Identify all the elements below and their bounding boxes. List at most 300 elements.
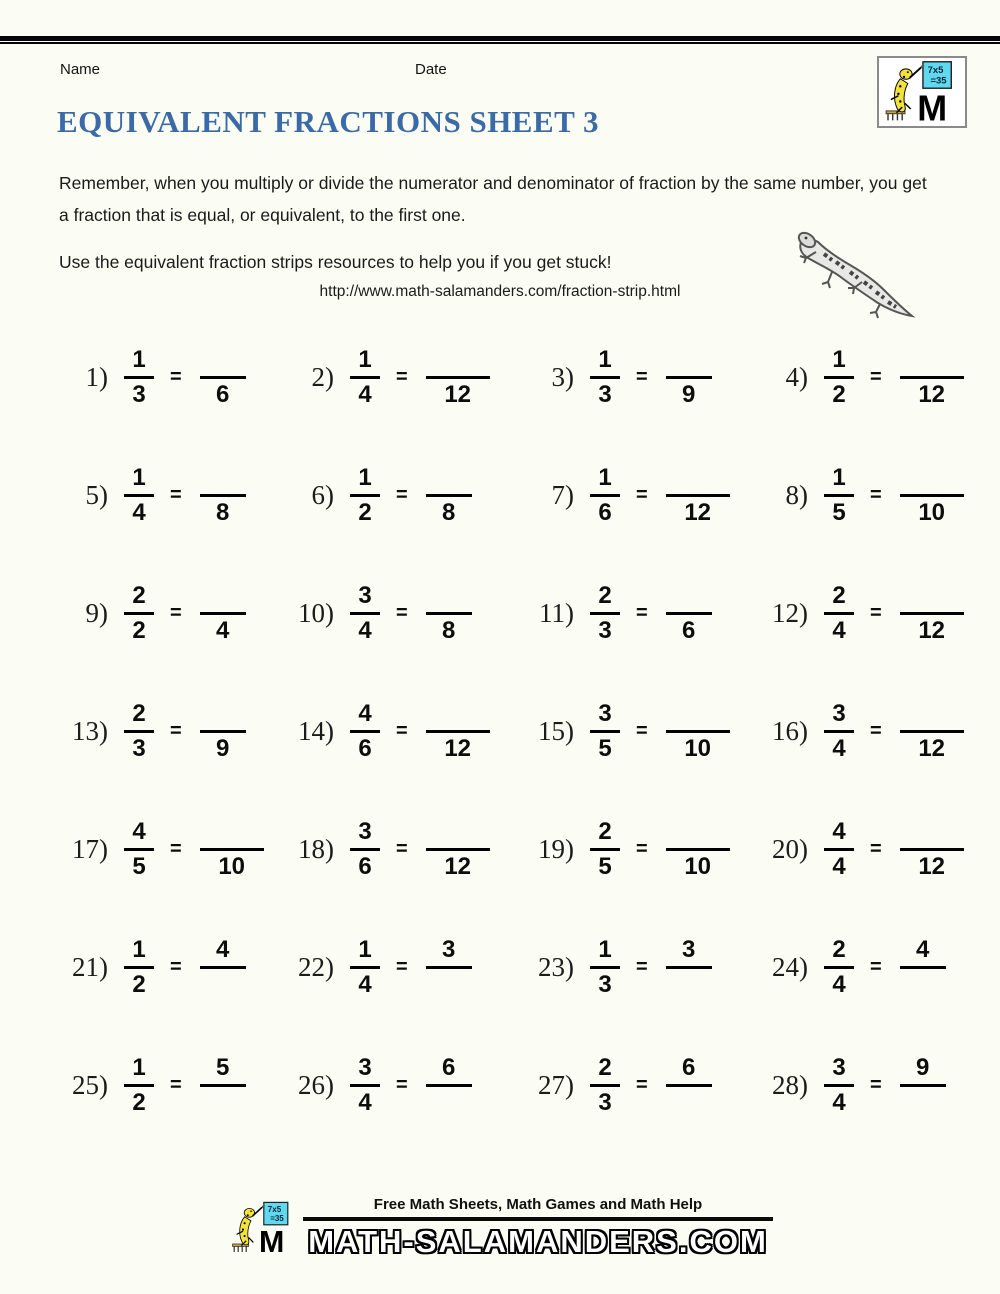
fraction-bar [824,612,854,615]
given-fraction [124,465,154,526]
problem-number: 19) [538,833,574,864]
given-denominator: 4 [358,380,372,408]
answer-denominator: 10 [218,852,246,880]
answer-line [900,1084,946,1087]
fraction-bar [350,1084,380,1087]
answer-blank [426,701,490,727]
answer-fraction [200,937,246,998]
answer-numerator: 4 [216,935,230,963]
given-numerator: 1 [598,345,612,373]
answer-fraction [426,1055,472,1116]
fraction-bar [350,612,380,615]
answer-denominator: 6 [216,380,230,408]
given-numerator: 1 [832,345,846,373]
given-numerator: 2 [132,699,146,727]
equals-sign: = [396,365,408,388]
answer-line [900,612,964,615]
answer-blank [426,972,472,998]
equals-sign: = [170,719,182,742]
given-numerator: 1 [358,345,372,373]
fraction-bar [824,848,854,851]
problems-grid [58,318,960,1144]
fraction-bar [590,730,620,733]
answer-fraction [200,583,246,644]
problem-number: 3) [551,361,574,392]
equals-sign: = [636,483,648,506]
equals-sign: = [870,601,882,624]
problem-5 [58,436,284,554]
answer-line [666,376,712,379]
fraction-bar [824,376,854,379]
given-fraction [824,937,854,998]
given-numerator: 3 [598,699,612,727]
given-denominator: 3 [132,734,146,762]
equals-sign: = [870,483,882,506]
given-denominator: 3 [132,380,146,408]
given-numerator: 2 [598,581,612,609]
problem-number: 5) [85,479,108,510]
answer-blank [200,1090,246,1116]
problem-number: 4) [785,361,808,392]
answer-blank [900,701,964,727]
given-denominator: 4 [358,616,372,644]
equals-sign: = [636,837,648,860]
problem-number: 20) [772,833,808,864]
answer-line [200,848,264,851]
math-salamanders-logo [877,56,967,128]
problem-4 [758,318,960,436]
problem-number: 9) [85,597,108,628]
problem-number: 24) [772,951,808,982]
given-numerator: 1 [598,935,612,963]
salamander-easel-icon [879,58,965,126]
answer-fraction [426,819,490,880]
footer-salamander-easel-icon [227,1198,299,1258]
given-fraction [824,465,854,526]
given-numerator: 1 [132,345,146,373]
equals-sign: = [870,365,882,388]
given-fraction [350,819,380,880]
answer-numerator: 5 [216,1053,230,1081]
given-denominator: 6 [358,734,372,762]
equals-sign: = [636,365,648,388]
problem-28 [758,1026,960,1144]
problem-15 [524,672,758,790]
name-label: Name [60,61,101,78]
answer-fraction [426,937,472,998]
answer-line [200,966,246,969]
answer-fraction [900,819,964,880]
answer-numerator: 6 [682,1053,696,1081]
answer-fraction [900,583,964,644]
given-fraction [350,465,380,526]
svg-text:7x5: 7x5 [927,65,944,77]
given-denominator: 3 [598,1088,612,1116]
answer-denominator: 8 [216,498,230,526]
equals-sign: = [170,955,182,978]
problem-number: 12) [772,597,808,628]
answer-denominator: 10 [918,498,946,526]
problem-13 [58,672,284,790]
problem-11 [524,554,758,672]
answer-blank [200,465,246,491]
answer-blank [426,465,472,491]
fraction-bar [124,848,154,851]
problem-14 [284,672,524,790]
answer-denominator: 9 [682,380,696,408]
fraction-bar [350,966,380,969]
given-fraction [350,937,380,998]
given-fraction [124,347,154,408]
answer-blank [666,465,730,491]
answer-line [200,612,246,615]
answer-fraction [900,465,964,526]
answer-blank [200,701,246,727]
problem-23 [524,908,758,1026]
answer-line [426,1084,472,1087]
answer-blank [200,972,246,998]
problem-number: 23) [538,951,574,982]
fraction-bar [350,494,380,497]
answer-fraction [666,819,730,880]
fraction-bar [590,612,620,615]
answer-fraction [200,347,246,408]
fraction-bar [350,848,380,851]
given-fraction [124,819,154,880]
given-fraction [590,701,620,762]
problem-number: 13) [72,715,108,746]
given-denominator: 5 [598,734,612,762]
given-denominator: 4 [832,734,846,762]
given-numerator: 1 [598,463,612,491]
given-numerator: 3 [358,581,372,609]
footer-divider [303,1217,773,1221]
answer-blank [666,347,712,373]
equals-sign: = [636,601,648,624]
top-rule-thin [0,42,1000,44]
given-numerator: 3 [358,1053,372,1081]
given-numerator: 2 [832,581,846,609]
answer-line [900,966,946,969]
equals-sign: = [396,719,408,742]
fraction-bar [124,494,154,497]
answer-line [426,730,490,733]
given-denominator: 2 [832,380,846,408]
answer-numerator: 6 [442,1053,456,1081]
problem-19 [524,790,758,908]
equals-sign: = [870,955,882,978]
answer-fraction [900,347,964,408]
problem-number: 18) [298,833,334,864]
given-numerator: 1 [358,935,372,963]
answer-line [426,848,490,851]
answer-fraction [426,701,490,762]
answer-numerator: 4 [916,935,930,963]
given-denominator: 4 [832,852,846,880]
problem-number: 8) [785,479,808,510]
given-numerator: 1 [358,463,372,491]
problem-1 [58,318,284,436]
given-denominator: 2 [132,616,146,644]
fraction-bar [590,1084,620,1087]
answer-fraction [666,937,712,998]
answer-denominator: 8 [442,498,456,526]
answer-line [900,848,964,851]
problem-26 [284,1026,524,1144]
answer-line [666,966,712,969]
problem-21 [58,908,284,1026]
answer-denominator: 9 [216,734,230,762]
answer-denominator: 10 [684,734,712,762]
fraction-bar [824,730,854,733]
given-fraction [124,937,154,998]
answer-denominator: 8 [442,616,456,644]
fraction-bar [824,966,854,969]
given-fraction [350,347,380,408]
answer-denominator: 12 [684,498,712,526]
problem-number: 15) [538,715,574,746]
given-numerator: 2 [598,817,612,845]
given-denominator: 4 [832,1088,846,1116]
given-numerator: 1 [132,935,146,963]
answer-fraction [426,465,472,526]
problem-number: 21) [72,951,108,982]
equals-sign: = [396,1073,408,1096]
given-denominator: 3 [598,970,612,998]
problem-20 [758,790,960,908]
equals-sign: = [396,483,408,506]
problem-18 [284,790,524,908]
instructions-text: Remember, when you multiply or divide the numerator and denominator of fraction by the same number, you get a fraction that is equal, or equivalent, to the first one. [59,173,927,225]
answer-denominator: 12 [444,734,472,762]
answer-blank [900,347,964,373]
problem-6 [284,436,524,554]
given-fraction [590,465,620,526]
given-denominator: 2 [132,970,146,998]
answer-blank [900,1090,946,1116]
answer-fraction [200,1055,246,1116]
given-fraction [350,701,380,762]
equals-sign: = [396,955,408,978]
fraction-bar [124,612,154,615]
answer-line [426,612,472,615]
given-denominator: 6 [598,498,612,526]
problem-22 [284,908,524,1026]
answer-line [900,494,964,497]
problem-27 [524,1026,758,1144]
given-fraction [590,937,620,998]
answer-fraction [426,347,490,408]
answer-line [666,494,730,497]
answer-fraction [900,937,946,998]
answer-denominator: 12 [918,852,946,880]
svg-text:=35: =35 [930,75,947,87]
given-fraction [590,819,620,880]
answer-blank [426,819,490,845]
fraction-bar [590,848,620,851]
answer-fraction [666,465,730,526]
problem-16 [758,672,960,790]
given-fraction [124,1055,154,1116]
fraction-bar [350,730,380,733]
problem-number: 25) [72,1069,108,1100]
date-label: Date [415,61,447,78]
answer-denominator: 12 [918,616,946,644]
top-rule [0,36,1000,44]
problem-number: 2) [311,361,334,392]
answer-fraction [666,701,730,762]
given-numerator: 3 [832,699,846,727]
answer-numerator: 3 [682,935,696,963]
given-numerator: 4 [358,699,372,727]
given-fraction [824,583,854,644]
problem-10 [284,554,524,672]
problem-9 [58,554,284,672]
problem-3 [524,318,758,436]
answer-fraction [200,465,246,526]
salamander-illustration [780,228,920,328]
problem-number: 26) [298,1069,334,1100]
equals-sign: = [636,1073,648,1096]
equals-sign: = [170,483,182,506]
fraction-bar [590,376,620,379]
footer [0,1196,1000,1260]
fraction-bar [124,966,154,969]
equals-sign: = [870,837,882,860]
fraction-bar [590,966,620,969]
answer-line [200,1084,246,1087]
answer-line [426,494,472,497]
given-denominator: 4 [358,970,372,998]
equals-sign: = [636,955,648,978]
given-denominator: 5 [598,852,612,880]
answer-blank [666,583,712,609]
answer-line [666,730,730,733]
answer-denominator: 12 [444,380,472,408]
problem-number: 16) [772,715,808,746]
problem-2 [284,318,524,436]
answer-line [666,612,712,615]
answer-blank [426,1090,472,1116]
fraction-bar [124,376,154,379]
footer-tagline: Free Math Sheets, Math Games and Math Help [373,1196,703,1213]
problem-number: 1) [85,361,108,392]
answer-line [200,376,246,379]
problem-number: 6) [311,479,334,510]
salamander-drawing-icon [780,228,920,323]
answer-fraction [200,819,264,880]
answer-blank [900,465,964,491]
answer-blank [666,819,730,845]
site-name: MATH-SALAMANDERS.COM [308,1224,768,1259]
given-denominator: 2 [132,1088,146,1116]
equals-sign: = [170,1073,182,1096]
problem-12 [758,554,960,672]
given-fraction [824,819,854,880]
footer-text [303,1196,773,1260]
given-denominator: 5 [132,852,146,880]
equals-sign: = [170,365,182,388]
answer-fraction [666,583,712,644]
answer-line [426,966,472,969]
answer-line [200,730,246,733]
given-fraction [590,347,620,408]
equals-sign: = [870,719,882,742]
given-denominator: 3 [598,380,612,408]
problem-24 [758,908,960,1026]
problem-7 [524,436,758,554]
problem-8 [758,436,960,554]
equals-sign: = [396,601,408,624]
given-numerator: 1 [132,1053,146,1081]
answer-fraction [900,1055,946,1116]
given-fraction [824,347,854,408]
given-denominator: 2 [358,498,372,526]
answer-line [900,376,964,379]
problem-number: 11) [539,597,574,628]
svg-text:M: M [917,88,948,126]
given-denominator: 3 [598,616,612,644]
given-denominator: 4 [832,970,846,998]
problem-number: 27) [538,1069,574,1100]
answer-blank [900,583,964,609]
answer-denominator: 6 [682,616,696,644]
given-numerator: 4 [132,817,146,845]
given-fraction [824,1055,854,1116]
equals-sign: = [170,837,182,860]
given-denominator: 5 [832,498,846,526]
given-denominator: 4 [832,616,846,644]
equals-sign: = [870,1073,882,1096]
problem-number: 17) [72,833,108,864]
fraction-bar [590,494,620,497]
answer-blank [426,583,472,609]
given-numerator: 1 [832,463,846,491]
fraction-bar [124,730,154,733]
answer-blank [666,701,730,727]
answer-blank [200,583,246,609]
answer-denominator: 12 [918,734,946,762]
answer-fraction [200,701,246,762]
fraction-bar [124,1084,154,1087]
answer-fraction [426,583,472,644]
given-fraction [590,583,620,644]
problem-number: 10) [298,597,334,628]
answer-blank [426,347,490,373]
equals-sign: = [636,719,648,742]
given-numerator: 2 [598,1053,612,1081]
given-fraction [124,583,154,644]
given-fraction [590,1055,620,1116]
given-numerator: 2 [132,581,146,609]
given-numerator: 3 [358,817,372,845]
answer-blank [666,1090,712,1116]
answer-blank [900,972,946,998]
given-fraction [350,583,380,644]
answer-denominator: 12 [918,380,946,408]
equals-sign: = [396,837,408,860]
hint-text: Use the equivalent fraction strips resources to help you if you get stuck! [59,252,612,272]
answer-fraction [900,701,964,762]
problem-number: 28) [772,1069,808,1100]
fraction-bar [824,1084,854,1087]
resource-url: http://www.math-salamanders.com/fraction-strip.html [319,283,681,300]
problem-25 [58,1026,284,1144]
answer-denominator: 10 [684,852,712,880]
answer-line [900,730,964,733]
answer-blank [900,819,964,845]
answer-blank [200,819,264,845]
